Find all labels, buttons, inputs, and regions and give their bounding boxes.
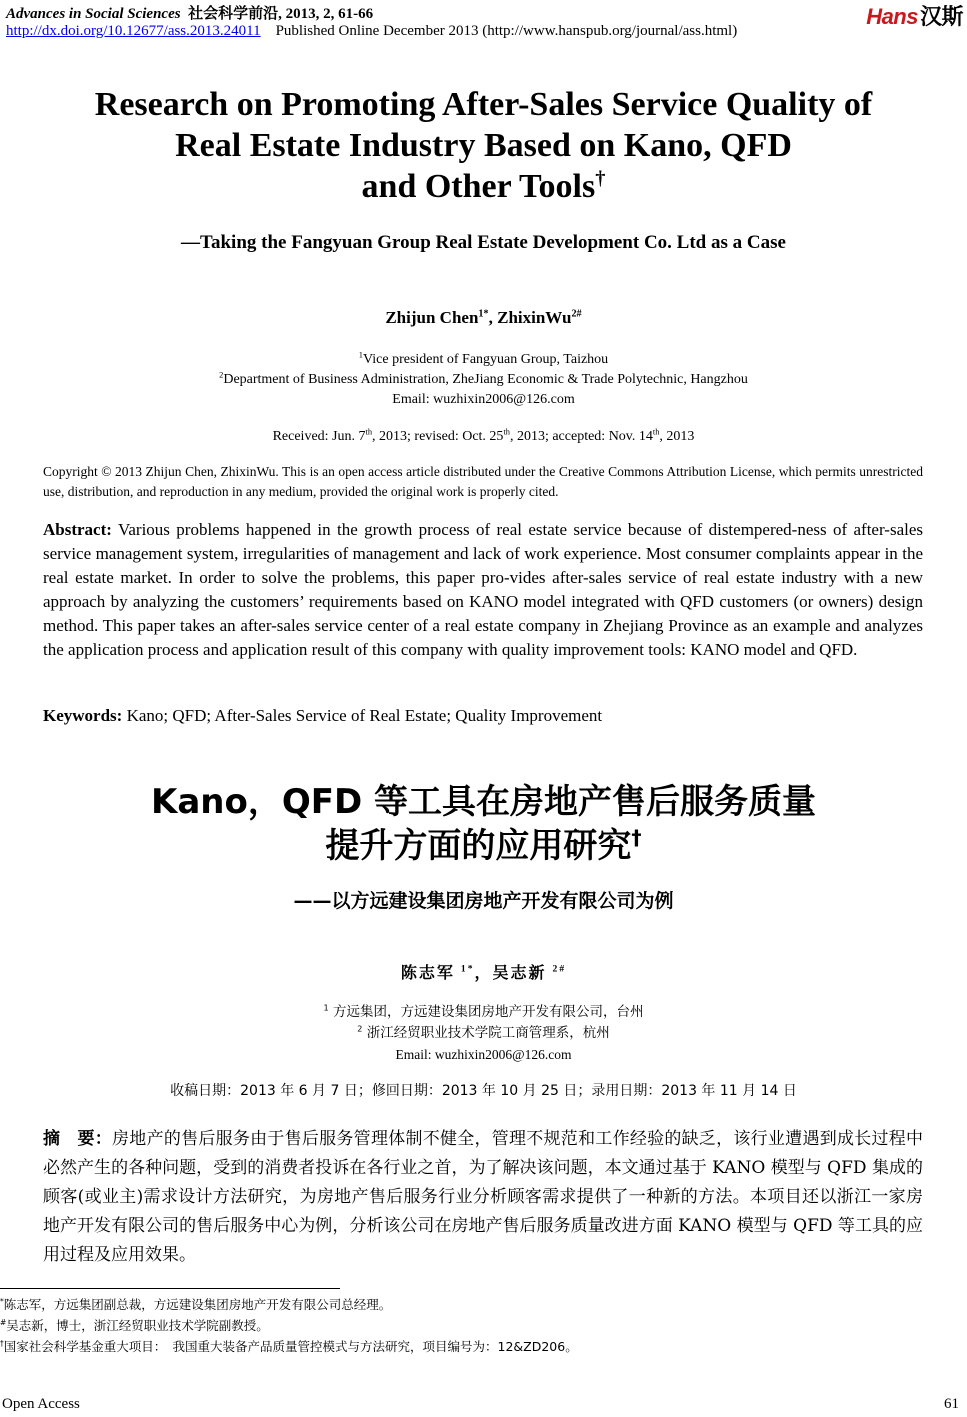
journal-issue: , 2013, 2, 61-66 bbox=[278, 6, 374, 22]
abstract-label-en: Abstract: bbox=[43, 520, 112, 539]
footnote-2: #吴志新，博士，浙江经贸职业技术学院副教授。 bbox=[0, 1317, 269, 1333]
affiliation-2-en: $^2$Department of Business Administration, ZheJiang Economic & Trade Polytechnic, Hangzhou bbox=[219, 370, 748, 387]
keywords-label: Keywords: bbox=[43, 706, 123, 725]
received-dates-cn: 收稿日期：2013 年 6 月 7 日；修回日期：2013 年 10 月 25 日；录用日期：2013 年 11 月 14 日 bbox=[170, 1083, 797, 1099]
author2-cn: 吴志新 bbox=[492, 965, 547, 982]
footer-open-access: Open Access bbox=[2, 1396, 80, 1412]
page-number: 61 bbox=[944, 1396, 959, 1412]
footnote-3: †国家社会科学基金重大项目： 我国重大装备产品质量管控模式与方法研究，项目编号为：12&ZD206。 bbox=[0, 1338, 578, 1354]
abstract-cn bbox=[43, 1125, 923, 1270]
author1-en: Zhijun Chen bbox=[385, 308, 479, 327]
doi-link[interactable]: http://dx.doi.org/10.12677/ass.2013.24011 bbox=[6, 23, 261, 39]
doi-line bbox=[6, 23, 737, 40]
hans-logo-text: Hans bbox=[866, 4, 918, 29]
copyright-notice: Copyright © 2013 Zhijun Chen, ZhixinWu. This is an open access article distributed under the Creative Commons Attribution License, which permits unrestricted use, distribution, and reproduction in any medium, provided the original work is properly cited. bbox=[43, 464, 923, 499]
authors-cn: 陈志军 $^{1*}$，吴志新 $^{2\#}$ bbox=[400, 963, 567, 982]
footnote-1: *陈志军，方远集团副总裁，方远建设集团房地产开发有限公司总经理。 bbox=[0, 1296, 392, 1312]
title-en bbox=[0, 84, 967, 207]
footnotes bbox=[0, 1294, 578, 1357]
title-en-line3: and Other Tools† bbox=[361, 167, 606, 205]
keywords-text: Kano; QFD; After-Sales Service of Real Estate; Quality Improvement bbox=[126, 706, 603, 725]
affiliation-1-cn: $^1$ 方远集团，方远建设集团房地产开发有限公司，台州 bbox=[323, 1002, 644, 1020]
title-cn-line2: 提升方面的应用研究† bbox=[325, 825, 642, 866]
email-cn: Email: wuzhixin2006@126.com bbox=[395, 1047, 572, 1062]
keywords-en bbox=[43, 706, 602, 726]
title-cn bbox=[0, 780, 967, 868]
subtitle-en: —Taking the Fangyuan Group Real Estate Development Co. Ltd as a Case bbox=[181, 232, 786, 253]
journal-header bbox=[6, 2, 373, 23]
title-en-mark: † bbox=[595, 167, 606, 190]
affiliation-2-cn: $^2$ 浙江经贸职业技术学院工商管理系，杭州 bbox=[357, 1023, 610, 1041]
abstract-text-cn: 房地产的售后服务由于售后服务管理体制不健全，管理不规范和工作经验的缺乏，该行业遭遇到成长过程中必然产生的各种问题，受到的消费者投诉在各行业之首，为了解决该问题，本文通过基于 KANO 模型与 QFD 集成的顾客(或业主)需求设计方法研究，为房地产售后服务行业分析顾客需求提供了一种新的方法。本项目还以浙江一家房地产开发有限公司的售后服务中心为例，分析该公司在房地产售后服务质量改进方面 KANO 模型与 QFD 等工具的应用过程及应用效果。 bbox=[43, 1129, 924, 1265]
email-en: Email: wuzhixin2006@126.com bbox=[392, 392, 575, 407]
author2-en: ZhixinWu bbox=[497, 308, 572, 327]
journal-name: Advances in Social Sciences bbox=[6, 6, 181, 22]
footnote-rule bbox=[0, 1288, 340, 1289]
subtitle-cn: ——以方远建设集团房地产开发有限公司为例 bbox=[293, 890, 674, 912]
affiliations-cn bbox=[0, 1002, 967, 1065]
abstract-en bbox=[43, 518, 923, 662]
title-en-line1: Research on Promoting After-Sales Service Quality of bbox=[94, 86, 873, 123]
published-online: Published Online December 2013 (http://www.hanspub.org/journal/ass.html) bbox=[275, 23, 738, 39]
affiliation-1-en: $^1$Vice president of Fangyuan Group, Taizhou bbox=[358, 350, 609, 367]
title-en-line2: Real Estate Industry Based on Kano, QFD bbox=[175, 127, 792, 164]
author1-cn: 陈志军 bbox=[400, 965, 455, 982]
abstract-label-cn: 摘 要： bbox=[43, 1129, 113, 1149]
abstract-text-en: Various problems happened in the growth process of real estate service because of distempered-ness of after-sales service management system, irregularities of management and lack of work experience. Most consumer complaints appear in the real estate market. In order to solve the problems, this paper pro-vides after-sales service of real estate industry with a new approach by analyzing the customers’ requirements based on KANO model integrated with QFD customers (or owners) design method. This paper takes an after-sales service center of a real estate company in Zhejiang Province as an example and analyzes the application process and application result of this company with quality improvement tools: KANO model and QFD. bbox=[43, 520, 923, 659]
hans-logo-cn: 汉斯 bbox=[919, 4, 963, 29]
title-cn-mark: † bbox=[631, 825, 642, 850]
affiliations-en bbox=[0, 350, 967, 410]
authors-en: Zhijun Chen$^{1*}$, ZhixinWu$^{2\#}$ bbox=[385, 308, 582, 327]
received-dates-en: Received: Jun. 7th, 2013; revised: Oct. 25th, 2013; accepted: Nov. 14th, 2013 bbox=[272, 427, 695, 444]
hans-logo bbox=[866, 0, 963, 31]
journal-name-cn: 社会科学前沿 bbox=[188, 6, 279, 22]
title-cn-line1: Kano，QFD 等工具在房地产售后服务质量 bbox=[150, 782, 817, 822]
